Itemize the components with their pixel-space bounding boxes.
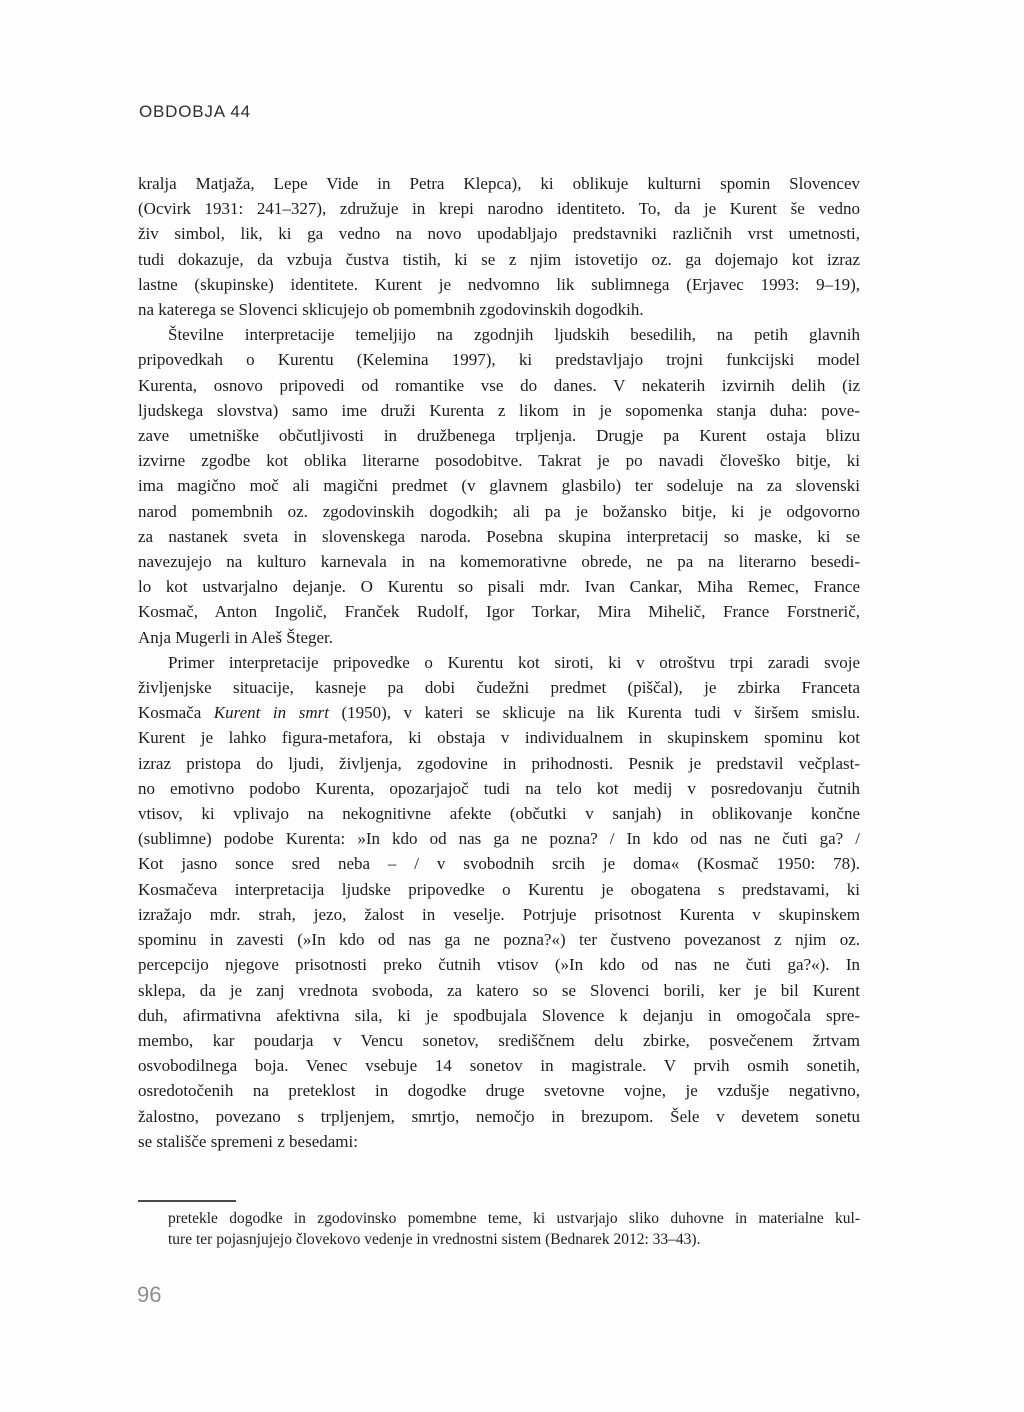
text-line — [138, 700, 860, 725]
text-line: izvirne zgodbe kot oblika literarne posodobitve. Takrat je po navadi človeško bitje, ki — [138, 451, 860, 471]
text-segment: Kosmača — [138, 703, 214, 723]
text-line: Kosmač, Anton Ingolič, Franček Rudolf, Igor Torkar, Mira Mihelič, France Forstnerič, — [138, 602, 860, 622]
text-line: Anja Mugerli in Aleš Šteger. — [138, 627, 334, 647]
text-segment: (1950), v kateri se sklicuje na lik Kurenta tudi v širšem smislu. — [328, 703, 860, 723]
text-line: osredotočenih na preteklost in dogodke druge svetovne vojne, je vzdušje negativno, — [138, 1081, 860, 1101]
footnote-separator-rule — [138, 1200, 236, 1202]
text-line: za nastanek sveta in slovenskega naroda. Posebna skupina interpretacij so maske, ki se — [138, 526, 860, 546]
text-line: živ simbol, lik, ki ga vedno na novo upodabljajo predstavniki različnih vrst umetnosti, — [138, 224, 860, 244]
text-line: kralja Matjaža, Lepe Vide in Petra Klepca), ki oblikuje kulturni spomin Slovencev — [138, 174, 860, 193]
text-line: ima magično moč ali magični predmet (v glavnem glasbilo) ter sodeluje na za slovenski — [138, 476, 860, 496]
text-line: no emotivno podobo Kurenta, opozarjajoč tudi na telo kot medij v posredovanju čutnih — [138, 778, 860, 798]
text-line: zave umetniške občutljivosti in družbenega trpljenja. Drugje pa Kurent ostaja blizu — [138, 426, 860, 446]
text-line: izraz pristopa do ljudi, življenja, zgodovine in prihodnosti. Pesnik je predstavil večplast- — [138, 753, 860, 773]
text-line: Primer interpretacije pripovedke o Kurentu kot siroti, ki v otroštvu trpi zaradi svoje — [168, 652, 860, 672]
body-text — [138, 171, 860, 1154]
text-line: življenjske situacije, kasneje pa dobi čudežni predmet (piščal), je zbirka Franceta — [138, 678, 860, 698]
text-line: izražajo mdr. strah, jezo, žalost in veselje. Potrjuje prisotnost Kurenta v skupinskem — [138, 904, 860, 924]
text-line: membo, kar poudarja v Vencu sonetov, središčnem delu zbirke, posvečenem žrtvam — [138, 1030, 860, 1050]
text-line: spominu in zavesti (»In kdo od nas ga ne pozna?«) ter čustveno povezanost z njim oz. — [138, 930, 860, 950]
text-line: na katerega se Slovenci sklicujejo ob pomembnih zgodovinskih dogodkih. — [138, 300, 644, 320]
running-header: OBDOBJA 44 — [139, 102, 251, 121]
text-line: osvobodilnega boja. Venec vsebuje 14 sonetov in magistrale. V prvih osmih sonetih, — [138, 1056, 860, 1076]
text-line: vtisov, ki vplivajo na nekognitivne afekte (občutki v sanjah) in oblikovanje končne — [138, 804, 860, 824]
footnote-text — [168, 1209, 860, 1250]
text-line: ture ter pojasnjujejo človekovo vedenje in vrednostni sistem (Bednarek 2012: 33–43). — [168, 1230, 701, 1248]
page-number: 96 — [137, 1282, 162, 1307]
text-line: Kurenta, osnovo pripovedi od romantike vse do danes. V nekaterih izvirnih delih (iz — [138, 375, 860, 395]
text-line: Kosmačeva interpretacija ljudske pripovedke o Kurentu je obogatena s predstavami, ki — [138, 879, 860, 899]
text-line: Številne interpretacije temeljijo na zgodnjih ljudskih besedilih, na petih glavnih — [168, 325, 860, 345]
text-line: navezujejo na kulturo karnevala in na komemorativne obrede, ne pa na literarno besedi- — [138, 552, 860, 572]
text-line: narod pomembnih oz. zgodovinskih dogodkih; ali pa je božansko bitje, ki je odgovorno — [138, 501, 860, 521]
text-line: žalostno, povezano s trpljenjem, smrtjo, nemočjo in brezupom. Šele v devetem sonetu — [138, 1106, 860, 1126]
work-title-italic: Kurent in smrt — [213, 703, 329, 723]
text-line: Kot jasno sonce sred neba – / v svobodnih srcih je doma« (Kosmač 1950: 78). — [138, 854, 860, 874]
text-line: pripovedkah o Kurentu (Kelemina 1997), ki predstavljajo trojni funkcijski model — [138, 350, 860, 370]
text-line: se stališče spremeni z besedami: — [138, 1131, 358, 1151]
text-line: lastne (skupinske) identitete. Kurent je nedvomno lik sublimnega (Erjavec 1993: 9–19), — [138, 274, 860, 294]
text-line: ljudskega slovstva) samo ime druži Kurenta z likom in je sopomenka stanja duha: pove- — [138, 400, 860, 420]
text-line: sklepa, da je zanj vrednota svoboda, za katero so se Slovenci borili, ker je bil Kurent — [138, 980, 860, 1000]
text-line: Kurent je lahko figura-metafora, ki obstaja v individualnem in skupinskem spominu kot — [138, 728, 860, 748]
text-line: (Ocvirk 1931: 241–327), združuje in krepi narodno identiteto. To, da je Kurent še vedno — [138, 199, 860, 219]
text-line: percepcijo njegove prisotnosti preko čutnih vtisov (»In kdo od nas ne čuti ga?«). In — [138, 955, 860, 975]
text-line: (sublimne) podobe Kurenta: »In kdo od nas ga ne pozna? / In kdo od nas ne čuti ga? / — [138, 829, 860, 849]
text-line: duh, afirmativna afektivna sila, ki je spodbujala Slovence k dejanju in omogočala spre- — [138, 1005, 860, 1025]
text-line: pretekle dogodke in zgodovinsko pomembne teme, ki ustvarjajo sliko duhovne in materialne kul- — [168, 1210, 860, 1227]
text-line: tudi dokazuje, da vzbuja čustva tistih, ki se z njim istovetijo oz. ga dojemajo kot izraz — [138, 249, 860, 269]
text-line: lo kot ustvarjalno dejanje. O Kurentu so pisali mdr. Ivan Cankar, Miha Remec, France — [138, 577, 860, 597]
